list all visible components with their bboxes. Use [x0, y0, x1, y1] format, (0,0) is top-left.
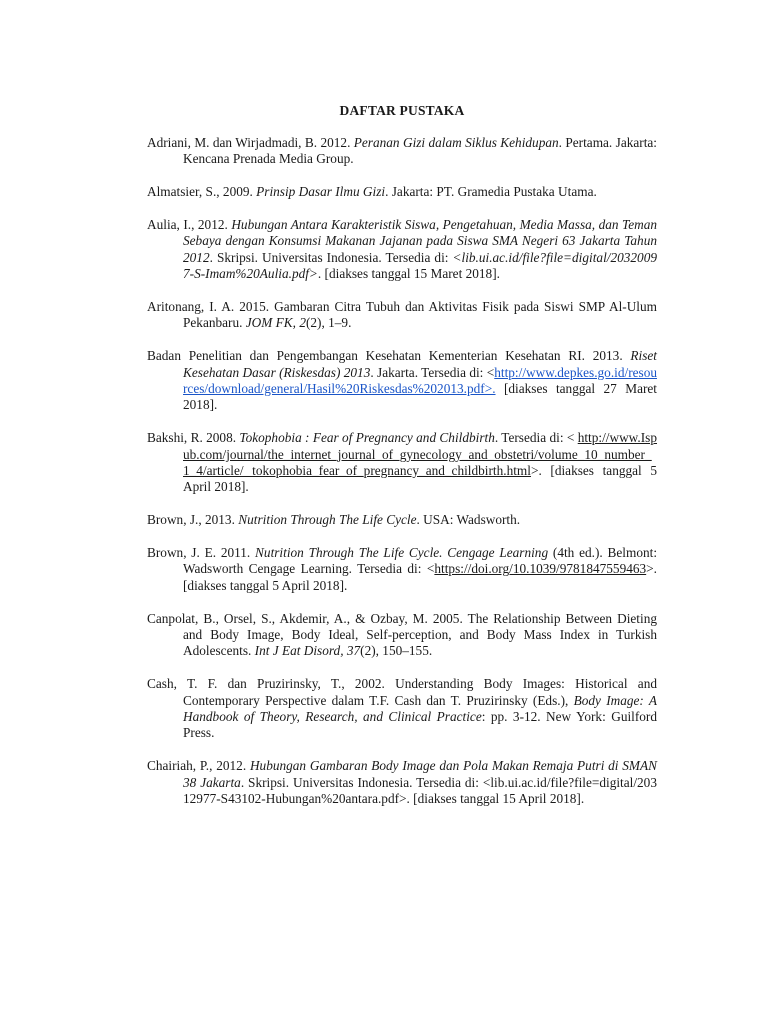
reference-text: Canpolat, B., Orsel, S., Akdemir, A., & Ozbay, M. 2005. The Relationship Between Dieting and Body Image, Body Ideal, Self-perception, and Body Mass Index in Turkish Adolescents.: [147, 610, 657, 659]
reference-item: [147, 512, 657, 528]
reference-link[interactable]: http://www.depkes.go.id/resources/download/general/Hasil%20Riskesdas%202013.pdf>.: [183, 364, 657, 397]
reference-text: Aulia, I., 2012.: [147, 217, 232, 232]
reference-text: [diakses tanggal 27 Maret 2018].: [183, 381, 657, 413]
reference-title: Prinsip Dasar Ilmu Gizi: [256, 184, 386, 200]
reference-item: [147, 758, 657, 807]
reference-text: . Jakarta. Tersedia di: <: [370, 364, 495, 380]
reference-item: [147, 184, 657, 200]
reference-text: . Jakarta: PT. Gramedia Pustaka Utama.: [385, 184, 597, 200]
reference-text: . [diakses tanggal 15 Maret 2018].: [317, 266, 500, 282]
reference-text: Badan Penelitian dan Pengembangan Kesehatan Kementerian Kesehatan RI. 2013.: [147, 348, 631, 364]
reference-title: Nutrition Through The Life Cycle. Cengage Learning: [255, 545, 549, 561]
page-title: DAFTAR PUSTAKA: [339, 103, 465, 118]
reference-text: Aritonang, I. A. 2015. Gambaran Citra Tubuh dan Aktivitas Fisik pada Siswi SMP Al-Ulum Pekanbaru.: [147, 299, 657, 331]
reference-title: Peranan Gizi dalam Siklus Kehidupan: [353, 135, 559, 150]
reference-item: [147, 430, 657, 496]
reference-link[interactable]: https://doi.org/10.1039/9781847559463: [434, 561, 647, 577]
reference-list: [147, 135, 657, 824]
reference-item: [147, 217, 657, 283]
reference-journal: JOM FK, 2: [245, 315, 306, 331]
reference-item: [147, 348, 657, 414]
reference-item: [147, 299, 657, 332]
reference-title: Riset Kesehatan Dasar (Riskesdas) 2013: [183, 348, 657, 380]
reference-text: Adriani, M. dan Wirjadmadi, B. 2012.: [147, 135, 354, 150]
reference-text: . Pertama. Jakarta: Kencana Prenada Media Group.: [183, 135, 657, 167]
reference-title: Body Image: A Handbook of Theory, Research, and Clinical Practice: [183, 692, 657, 725]
reference-item: [147, 135, 657, 168]
reference-title: Nutrition Through The Life Cycle: [238, 512, 417, 528]
reference-text: Cash, T. F. dan Pruzirinsky, T., 2002. Understanding Body Images: Historical and Contemporary Perspective dalam T.F. Cash dan T. Pruzirinsky (Eds.),: [147, 676, 657, 708]
reference-text: (2), 150–155.: [360, 643, 433, 659]
reference-text: Chairiah, P., 2012.: [147, 758, 250, 774]
reference-text: (4th ed.). Belmont: Wadsworth Cengage Learning. Tersedia di: <: [183, 545, 658, 577]
reference-text: Brown, J., 2013.: [147, 512, 239, 528]
reference-title: Hubungan Gambaran Body Image dan Pola Makan Remaja Putri di SMAN 38 Jakarta: [183, 758, 657, 790]
reference-text: . Tersedia di: <: [494, 430, 578, 446]
reference-url: <lib.ui.ac.id/file?file=digital/20320097-S-Imam%20Aulia.pdf>: [183, 249, 657, 282]
reference-link[interactable]: http://www.Ispub.com/journal/the_internet_journal_of_gynecology_and_obstetri/volume_10_number_1_4/article/ tokophobia_fear_of_pregnancy_and_childbirth.html: [183, 430, 657, 479]
reference-item: [147, 676, 657, 742]
reference-text: . USA: Wadsworth.: [416, 512, 521, 528]
reference-title: Hubungan Antara Karakteristik Siswa, Pengetahuan, Media Massa, dan Teman Sebaya dengan Konsumsi Makanan Jajanan pada Siswa SMA Negeri 63 Jakarta Tahun 2012: [183, 217, 657, 265]
reference-text: Brown, J. E. 2011.: [147, 545, 256, 561]
reference-text: Almatsier, S., 2009.: [147, 184, 257, 200]
reference-item: [147, 611, 657, 660]
reference-text: >. [diakses tanggal 5 April 2018].: [183, 463, 658, 495]
reference-text: Bakshi, R. 2008.: [147, 430, 240, 446]
reference-title: Tokophobia : Fear of Pregnancy and Childbirth: [239, 430, 495, 446]
reference-text: >. [diakses tanggal 5 April 2018].: [183, 561, 657, 593]
reference-text: : pp. 3-12. New York: Guilford Press.: [183, 709, 658, 741]
reference-text: (2), 1–9.: [305, 315, 352, 331]
reference-text: . Skripsi. Universitas Indonesia. Tersedia di: <lib.ui.ac.id/file?file=digital/20312977-S43102-Hubungan%20antara.pdf>. [diakses tanggal 15 April 2018].: [183, 774, 657, 807]
reference-journal: Int J Eat Disord, 37: [254, 643, 361, 659]
reference-text: . Skripsi. Universitas Indonesia. Tersedia di:: [209, 249, 453, 265]
reference-item: [147, 545, 657, 594]
